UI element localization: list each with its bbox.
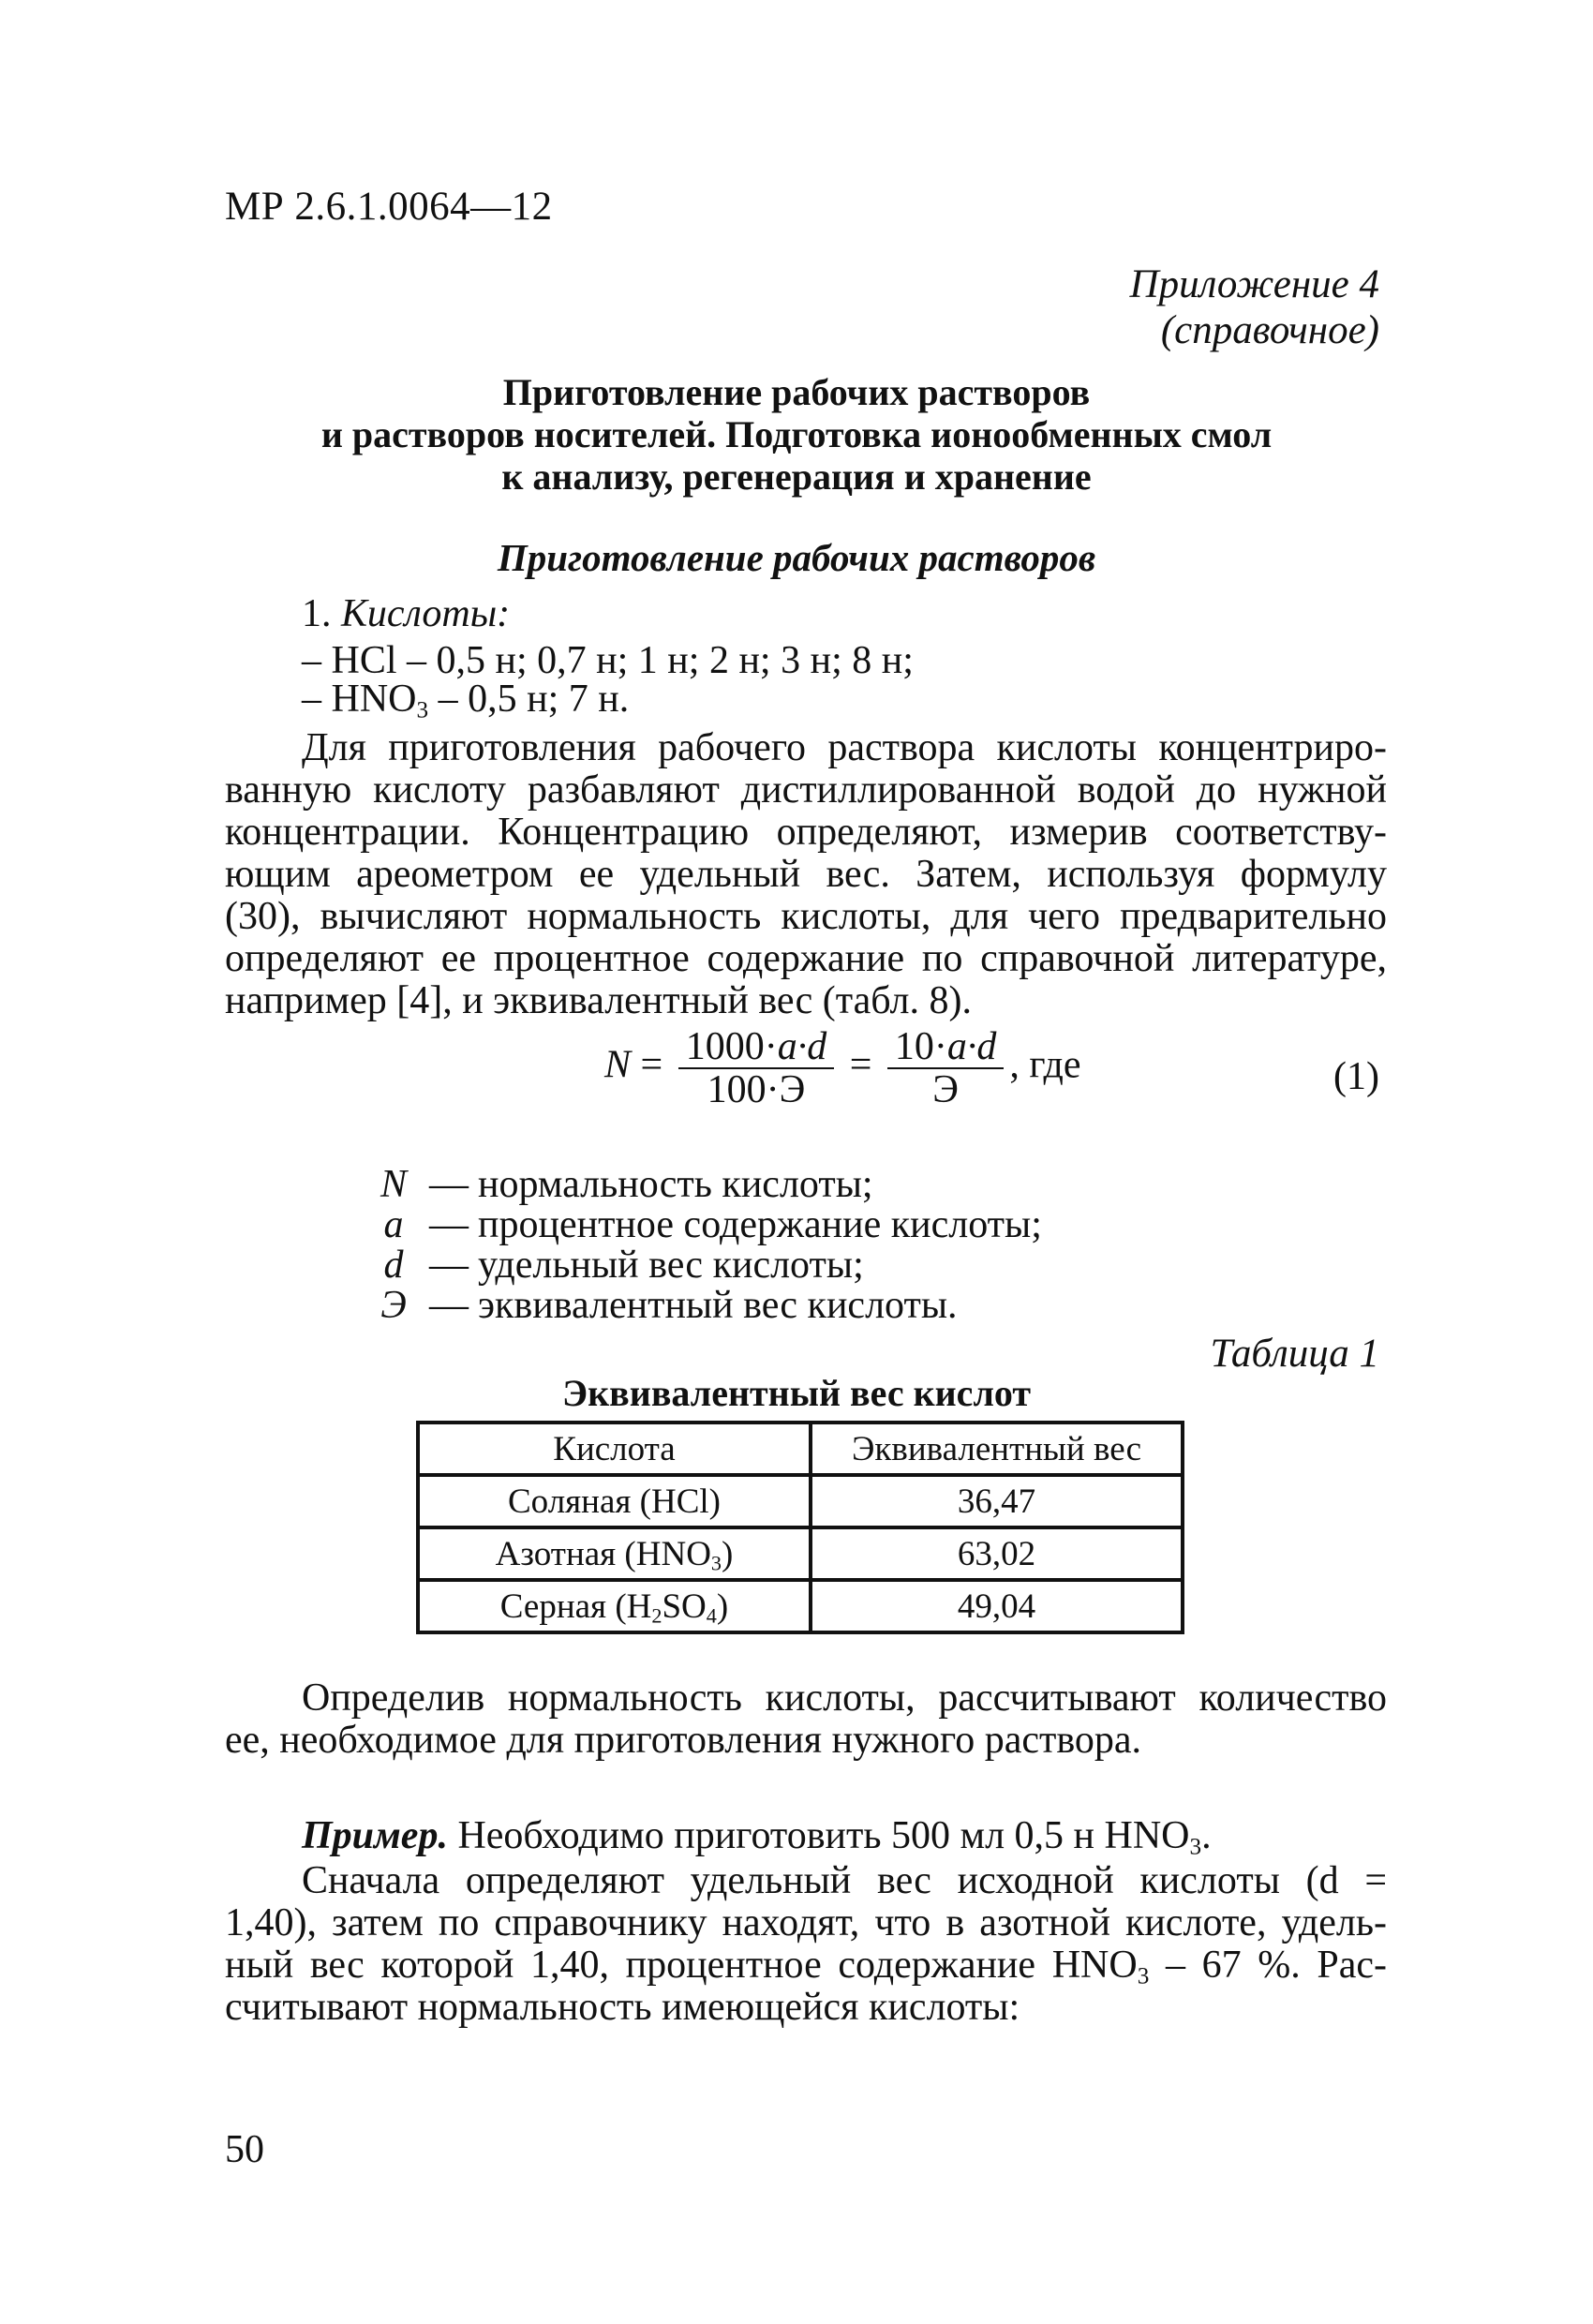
paragraph-line: считывают нормальность имеющейся кислоты:: [225, 1986, 1020, 2029]
paragraph-preparation: [225, 727, 1387, 1022]
paragraph-line: ющим ареометром ее удельный вес. Затем, используя формулу: [225, 853, 1387, 896]
paragraph-line: ванную кислоту разбавляют дистиллированной водой до нужной: [225, 768, 1387, 812]
formula-normality: N = $\frac{1000\cdot a\cdot d}{100\cdot Э}$ = $\frac{10\cdot a\cdot d}{Э}$ , где: [604, 1025, 1081, 1111]
definition-symbol: Э: [380, 1284, 407, 1327]
definition-text: удельный вес кислоты;: [478, 1244, 864, 1287]
paragraph-line: определяют ее процентное содержание по справочной литературе,: [225, 937, 1387, 980]
page-number: 50: [225, 2128, 264, 2171]
example-line: Пример. Необходимо приготовить 500 мл 0,5 н $HNO_3$.: [302, 1814, 1212, 1860]
equivalent-weight-table: [416, 1421, 1184, 1634]
table-header-cell: Кислота: [418, 1423, 811, 1475]
appendix-label: Приложение 4: [1129, 262, 1379, 306]
definition-text: процентное содержание кислоты;: [478, 1203, 1042, 1246]
table-header-cell: Эквивалентный вес: [811, 1423, 1183, 1475]
paragraph-line: например [4], и эквивалентный вес (табл. 8).: [225, 979, 972, 1022]
paragraph-line: (30), вычисляют нормальность кислоты, для чего предварительно: [225, 895, 1387, 938]
table-header-row: [418, 1423, 1183, 1475]
table-label: Таблица 1: [1210, 1332, 1379, 1376]
formula-number: (1): [1333, 1055, 1379, 1098]
definition-symbol: d: [383, 1244, 404, 1287]
table-cell-acid: Азотная $(HNO_3)$: [418, 1527, 811, 1580]
page-title-line-2: и растворов носителей. Подготовка ионообменных смол: [320, 413, 1273, 455]
acid-hcl-line: – HCl – 0,5 н; 0,7 н; 1 н; 2 н; 3 н; 8 н;: [302, 639, 914, 682]
paragraph-example: [225, 1860, 1387, 2029]
table-row: [418, 1475, 1183, 1527]
paragraph-line: ный вес которой 1,40, процентное содержание $HNO_3 - 67$ %. Рас-: [225, 1944, 1387, 1989]
page-title-line-1: Приготовление рабочих растворов: [502, 371, 1091, 413]
paragraph-calculation: [225, 1677, 1387, 1762]
paragraph-line: Определив нормальность кислоты, рассчитывают количество: [302, 1676, 1387, 1720]
document-page: МР 2.6.1.0064—12 Приложение 4 (справочное) Приготовление рабочих растворов и растворов носителей. Подготовка ионообменных смол к анализу, регенерация и хранение Приготовление рабочих растворов 1. Кислоты: – HCl – 0,5 н; 0,7 н; 1 н; 2 н; 3 н; 8 н; – $HNO_3 - 0,5$ н; 7 н. Для приготовления рабочего раствора кислоты концентриро- ванную кислоту разбавляют дистиллированной водой до нужной концентрации. Концентрацию определяют, измерив соответству- ющим ареометром ее удельный вес. Затем, используя формулу (30), вычисляют нормальность кислоты, для чего предварительно определяют ее процентное содержание по справочной литературе, например [4], и эквивалентный вес (табл. 8). N = $\frac{1000\cdot a\cdot d}{100\cdot Э}$ = $\frac{10\cdot a\cdot d}{Э}$ , где (1) N — нормальность кислоты; a — процентное содержание кислоты; d — удельный вес кислоты; Э — эквивалентный вес кислоты. Таблица 1 Эквивалентный вес кислот Кислота Эквивалентный вес Соляная (HCl) 36,47 Азотная $(HNO_3)$ 63,02 Серная $(H_2SO_4)$ 49,04 Определив нормальность кислоты, рассчитывают количество ее, необходимое для приготовления нужного раствора. Пример. Необходимо приготовить 500 мл 0,5 н $HNO_3$. Сначала определяют удельный вес исходной кислоты (d = 1,40), затем по справочнику находят, что в азотной кислоте, удель- ный вес которой 1,40, процентное содержание $HNO_3 - 67$ %. Рас- считывают нормальность имеющейся кислоты: 50: [0, 0, 1593, 2324]
table-cell-acid: Серная $(H_2SO_4)$: [418, 1580, 811, 1632]
page-title-line-3: к анализу, регенерация и хранение: [501, 455, 1092, 498]
list-number: 1.: [302, 592, 332, 635]
formula-fraction-2: $\frac{10\cdot a\cdot d}{Э}$: [887, 1026, 1005, 1110]
paragraph-line: Сначала определяют удельный вес исходной кислоты (d =: [302, 1859, 1387, 1902]
appendix-type: (справочное): [1160, 308, 1379, 352]
definition-symbol: a: [383, 1203, 404, 1246]
table-row: [418, 1580, 1183, 1632]
paragraph-line: 1,40), затем по справочнику находят, что в азотной кислоте, удель-: [225, 1901, 1387, 1944]
table-cell-value: 36,47: [811, 1475, 1183, 1527]
formula-lhs: N: [604, 1043, 632, 1087]
definition-text: нормальность кислоты;: [478, 1163, 873, 1206]
table-cell-acid: Соляная (HCl): [418, 1475, 811, 1527]
paragraph-line: концентрации. Концентрацию определяют, измерив соответству-: [225, 811, 1387, 854]
table-title: Эквивалентный вес кислот: [562, 1372, 1031, 1414]
list-label: Кислоты:: [341, 592, 511, 635]
definition-symbol: N: [380, 1163, 407, 1206]
paragraph-line: Для приготовления рабочего раствора кислоты концентриро-: [302, 726, 1387, 769]
list-item-acids: [302, 591, 510, 636]
example-label: Пример.: [302, 1814, 448, 1857]
table-cell-value: 63,02: [811, 1527, 1183, 1580]
document-code: МР 2.6.1.0064—12: [225, 185, 553, 229]
paragraph-line: ее, необходимое для приготовления нужного раствора.: [225, 1719, 1142, 1762]
table-cell-value: 49,04: [811, 1580, 1183, 1632]
acid-hno3-line: – $HNO_3 - 0,5$ н; 7 н.: [302, 678, 630, 723]
section-heading: Приготовление рабочих растворов: [497, 536, 1096, 579]
formula-fraction-1: $\frac{1000\cdot a\cdot d}{100\cdot Э}$: [678, 1026, 835, 1110]
table-row: [418, 1527, 1183, 1580]
definition-text: эквивалентный вес кислоты.: [478, 1284, 958, 1327]
